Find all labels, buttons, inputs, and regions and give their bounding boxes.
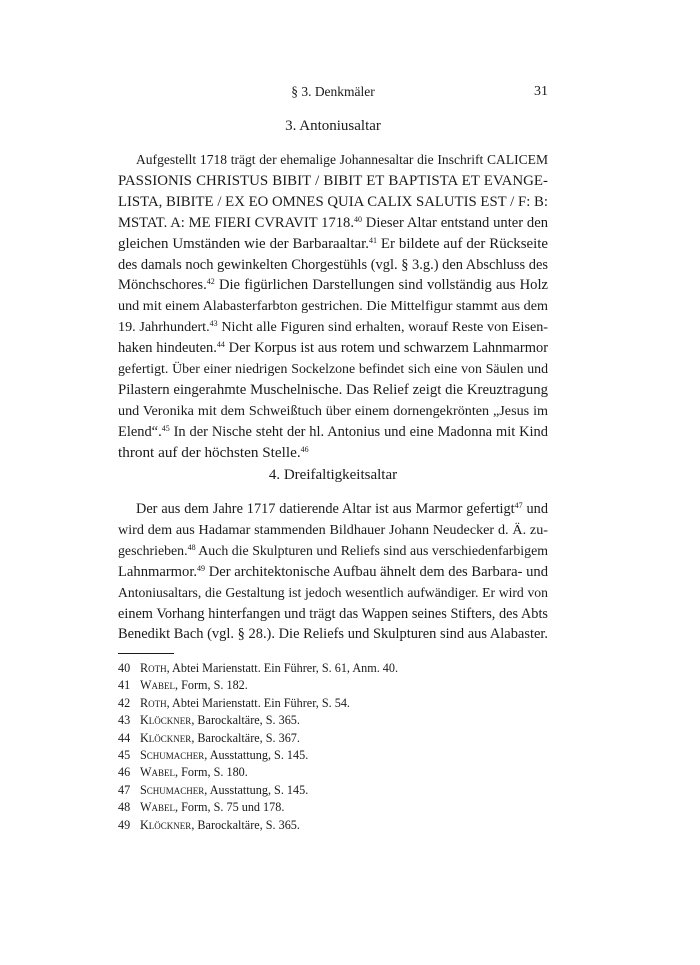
footnote — [118, 764, 548, 781]
text-run: gleichen Umständen wie der Barbaraaltar. — [118, 235, 369, 252]
text-line — [118, 150, 548, 171]
text-line — [118, 296, 548, 317]
footnote-ref[interactable]: 43 — [209, 319, 218, 329]
text-run: Elend“. — [118, 423, 162, 440]
text-line — [118, 443, 548, 464]
text-line — [118, 401, 548, 422]
section-title-dreifaltigkeitsaltar: 4. Dreifaltigkeitsaltar — [268, 467, 398, 483]
text-line — [118, 255, 548, 276]
footnote-number: 44 — [118, 730, 131, 745]
text-line — [118, 338, 548, 359]
text-line — [118, 171, 548, 192]
footnote-ref[interactable]: 40 — [354, 214, 362, 224]
footnote-ref[interactable]: 44 — [216, 340, 225, 350]
text-run: Er bildete auf der Rückseite — [377, 235, 549, 252]
footnote — [118, 799, 548, 816]
footnote-number: 47 — [118, 782, 131, 797]
footnote-list — [118, 660, 548, 834]
text-run: Der aus dem Jahre 1717 datierende Altar ist aus Marmor gefertigt — [136, 501, 515, 517]
text-run: Aufgestellt 1718 trägt der ehemalige Johannesaltar die Inschrift CALICEM — [136, 152, 548, 167]
running-head: § 3. Denkmäler — [291, 84, 375, 99]
footnote — [118, 712, 548, 729]
text-line — [118, 583, 548, 604]
footnote — [118, 730, 548, 747]
text-run: wird dem aus Hadamar stammenden Bildhauer Johann Neudecker d. Ä. zu- — [118, 521, 548, 538]
footnote-ref[interactable]: 46 — [300, 444, 309, 454]
text-run: Der architektonische Aufbau ähnelt dem des Barbara- und — [205, 563, 548, 580]
text-line — [118, 541, 548, 562]
text-line — [118, 234, 548, 255]
footnote-number: 46 — [118, 765, 131, 780]
text-line — [118, 317, 548, 338]
footnote-ref[interactable]: 45 — [161, 423, 170, 433]
text-run: Der Korpus ist aus rotem und schwarzem Lahnmarmor — [224, 340, 548, 357]
text-run: Auch die Skulpturen und Reliefs sind aus verschiedenfarbigem — [195, 542, 548, 558]
footnote-reference: , Barockaltäre, S. 367. — [191, 730, 300, 745]
footnote-author: Klöckner — [140, 713, 192, 728]
text-run: 19. Jahrhundert. — [118, 319, 210, 336]
text-run: Antoniusaltars, die Gestaltung ist jedoch wesentlich aufwändiger. Er wird von — [118, 584, 548, 600]
footnote-divider — [118, 653, 174, 654]
text-run: haken hindeuten. — [118, 340, 217, 357]
text-run: Dieser Altar entstand unter den — [362, 214, 548, 231]
text-line — [118, 520, 548, 541]
text-run: Lahnmarmor. — [118, 563, 198, 580]
footnote-ref[interactable]: 42 — [206, 277, 215, 287]
paragraph-dreifaltigkeitsaltar — [118, 499, 548, 645]
page-number: 31 — [534, 84, 548, 99]
text-run: und — [522, 501, 548, 517]
footnote-ref[interactable]: 47 — [514, 501, 523, 510]
text-line — [118, 422, 548, 443]
footnote-reference: , Abtei Marienstatt. Ein Führer, S. 61, Anm. 40. — [166, 661, 399, 675]
footnote-author: Schumacher — [140, 748, 205, 763]
footnote-reference: , Form, S. 182. — [175, 678, 248, 693]
footnote-reference: , Barockaltäre, S. 365. — [191, 713, 300, 728]
footnote-author: Wabel — [140, 800, 176, 815]
text-run: In der Nische steht der hl. Antonius und eine Madonna mit Kind — [169, 423, 548, 440]
text-line — [118, 499, 548, 520]
footnote — [118, 660, 548, 677]
paragraph-antoniusaltar — [118, 150, 548, 464]
text-line — [118, 562, 548, 583]
text-run: des damals noch gewinkelten Chorgestühls (vgl. § 3.g.) den Abschluss des — [118, 256, 548, 273]
footnote-ref[interactable]: 49 — [197, 563, 206, 573]
footnote-author: Wabel — [140, 765, 176, 780]
text-run: Benedikt Bach (vgl. § 28.). Die Reliefs und Skulpturen sind aus Alabaster. — [118, 626, 548, 643]
footnote-ref[interactable]: 48 — [187, 542, 196, 552]
text-run: PASSIONIS CHRISTUS BIBIT / BIBIT ET BAPTISTA ET EVANGE- — [118, 172, 548, 189]
footnote-author: Roth — [140, 661, 167, 675]
text-line — [118, 604, 548, 625]
text-run: gefertigt. Über einer niedrigen Sockelzone befindet sich eine von Säulen und — [118, 361, 548, 377]
text-line — [118, 213, 548, 234]
footnote-number: 41 — [118, 678, 131, 693]
footnote-number: 42 — [118, 695, 131, 710]
footnote-reference: , Abtei Marienstatt. Ein Führer, S. 54. — [166, 695, 350, 710]
footnote-number: 49 — [118, 817, 131, 832]
footnote-author: Roth — [140, 695, 167, 710]
text-line — [118, 359, 548, 380]
footnote-ref[interactable]: 41 — [369, 235, 377, 245]
text-run: Nicht alle Figuren sind erhalten, worauf Reste von Eisen- — [217, 319, 549, 336]
text-run: geschrieben. — [118, 542, 188, 558]
footnote — [118, 817, 548, 834]
text-run: und mit einem Alabasterfarbton gestrichen. Die Mittelfigur stammt aus dem — [118, 298, 548, 315]
text-run: thront auf der höchsten Stelle. — [118, 443, 301, 461]
text-run: einem Vorhang hinterfangen und trägt das Wappen seines Stifters, des Abts — [118, 605, 548, 622]
text-line — [118, 275, 548, 296]
footnote-author: Klöckner — [140, 730, 192, 745]
text-run: Die figürlichen Darstellungen sind vollständig aus Holz — [214, 277, 548, 294]
text-run: LISTA, BIBITE / EX EO OMNES QUIA CALIX SALUTIS EST / F: B: — [118, 193, 548, 210]
text-run: Mönchschores. — [118, 277, 207, 294]
footnote-number: 48 — [118, 800, 131, 815]
text-line — [118, 624, 548, 645]
footnote-author: Klöckner — [140, 817, 192, 832]
footnote-number: 40 — [118, 661, 131, 675]
footnote — [118, 695, 548, 712]
footnote-reference: , Barockaltäre, S. 365. — [191, 817, 300, 832]
text-run: und Veronika mit dem Schweißtuch über einem dornengekrönten „Jesus im — [118, 402, 548, 419]
footnote-number: 43 — [118, 713, 131, 728]
section-title-antoniusaltar: 3. Antoniusaltar — [285, 118, 381, 134]
footnote — [118, 677, 548, 694]
footnote-reference: , Form, S. 180. — [175, 765, 248, 780]
text-line — [118, 192, 548, 213]
text-line — [118, 380, 548, 401]
footnote-author: Schumacher — [140, 782, 205, 797]
footnote-author: Wabel — [140, 678, 176, 693]
text-run: Pilastern eingerahmte Muschelnische. Das Relief zeigt die Kreuztragung — [118, 381, 548, 398]
footnote — [118, 747, 548, 764]
text-run: MSTAT. A: ME FIERI CVRAVIT 1718. — [118, 214, 354, 231]
footnote-reference: , Ausstattung, S. 145. — [204, 782, 309, 797]
footnote-number: 45 — [118, 748, 131, 763]
footnote-reference: , Form, S. 75 und 178. — [175, 800, 285, 815]
footnote-reference: , Ausstattung, S. 145. — [204, 748, 309, 763]
footnote — [118, 782, 548, 799]
